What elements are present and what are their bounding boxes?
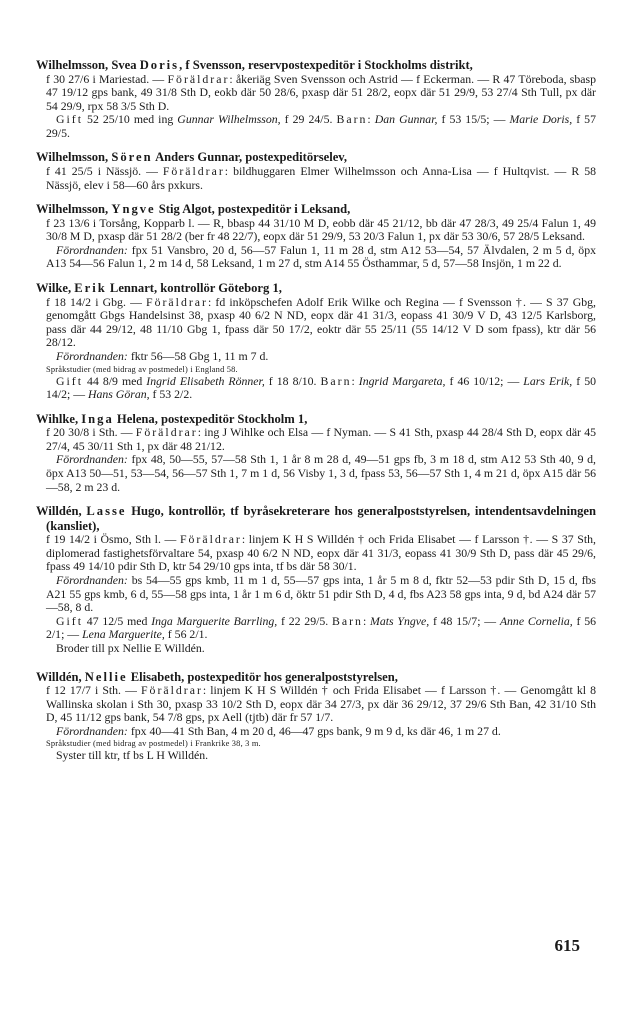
child-name: Lena Marguerite,: [82, 627, 165, 642]
entry-heading: [36, 58, 596, 73]
surname: Wilhelmsson,: [36, 58, 109, 72]
child-text: f 53 15/5; —: [437, 112, 510, 127]
career-text: : ing J Wihlke och Elsa — f Nyman. — S 41 Sth, pxasp 44 28/4 Sth D, eopx där 45 27/4, 45 30/11 Sth 1, px där 48 21/12.: [46, 425, 596, 453]
career-text: : åkeriäg Sven Svensson och Astrid — f Eckerman. — R 47 Töreboda, sbasp 47 19/12 gps bank, 49 31/8 Sth D, eokb där 50 28/6, pxasp där 51 28/2, eopx där 51 29/9, 53 27/4 Sth Tull, px där 54 29/9, rpx 58 3/5 Sth D.: [46, 71, 596, 113]
appointments-text: bs 54—55 gps kmb, 11 m 1 d, 55—57 gps inta, 1 år 5 m 8 d, fktr 52—53 pdir Sth D, 15 d, fbs A21 55 gps kmb, 6 d, 55—58 gps inta, 1 år 1 m 6 d, öktr 51 pdir Sth D, 4 d, fbs A23 58 gps inta, 9 d, bd A24 där 57—58, 8 d.: [46, 572, 596, 615]
parents-label: Föräldrar: [140, 683, 203, 697]
entry-body: f 18 14/2 i Gbg. — Föräldrar: fd inköpschefen Adolf Erik Wilke och Regina — f Svensson †. — S 37 Gbg, genomgått Gbgs Handelsinst 38, pxasp 40 6/2 N ND, eopx där 41 31/3, eopass 41 30/9 V D, 43 12/5 Karlsborg, pass där 44 29/12, 48 11/10 Gbg 1, fpass där 50 17/2, eoktr där 55 25/11 (55 14/12 V D som fpass), ktr där 56 28/12. Förordnanden: fktr 56—58 Gbg 1, 11 m 7 d. Språkstudier (med bidrag av postmedel) i England 58. Gift 44 8/9 med Ingrid Elisabeth Rönner, f 18 8/10. Barn: Ingrid Margareta, f 46 10/12; — Lars Erik, f 50 14/2; — Hans Göran, f 53 2/2.: [46, 294, 597, 402]
appointments-label: Förordnanden:: [56, 242, 128, 257]
surname: Wilke,: [36, 281, 72, 296]
entry-heading: [36, 281, 596, 296]
entry-body: f 30 27/6 i Mariestad. — Föräldrar: åkeriäg Sven Svensson och Astrid — f Eckerman. — R 47 Töreboda, sbasp 47 19/12 gps bank, 49 31/8 Sth D, eokb där 50 28/6, pxasp där 51 28/2, eopx där 51 29/9, 53 27/4 Sth Tull, px där 54 29/9, rpx 58 3/5 Sth D. Gift 52 25/10 med ing Gunnar Wilhelmsson, f 29 24/5. Barn: Dan Gunnar, f 53 15/5; — Marie Doris, f 57 29/5.: [46, 71, 596, 140]
children-label: Barn: [332, 613, 363, 628]
surname: Wilhelmsson,: [36, 150, 109, 165]
entry-body: f 19 14/2 i Ösmo, Sth l. — Föräldrar: linjem K H S Willdén † och Frida Elisabet — f Larsson †. — S 37 Sth, diplomerad fastighetsförvaltare 54, pxasp 40 6/2 N ND, eopx där 41 31/3, eopass 41 30/9 Sth D, pass där 45 29/6, fpass 49 14/10 pdir Sth D, ktr 54 29/10 gps inta, tf bs där 58 30/1. Förordnanden: bs 54—55 gps kmb, 11 m 1 d, 55—57 gps inta, 1 år 5 m 8 d, fktr 52—53 pdir Sth D, 15 d, fbs A21 55 gps kmb, 6 d, 55—58 gps inta, 1 år 1 m 6 d, öktr 51 pdir Sth D, 4 d, fbs A23 58 gps inta, 9 d, bd A24 där 57—58, 8 d. Gift 47 12/5 med Inga Marguerite Barrling, f 22 29/5. Barn: Mats Yngve, f 48 15/7; — Anne Cornelia, f 56 2/1; — Lena Marguerite, f 56 2/1. Broder till px Nellie E Willdén.: [46, 532, 597, 655]
heading-text: Helena, postexpeditör Stockholm 1,: [113, 411, 308, 426]
birth-text: f 30 27/6 i Mariestad. —: [46, 71, 168, 86]
appointments-label: Förordnanden:: [56, 723, 128, 738]
surname: Willdén,: [36, 504, 82, 519]
document-page: [36, 58, 596, 773]
relation-note: Syster till ktr, tf bs L H Willdén.: [56, 748, 209, 763]
children-label: Barn: [336, 112, 368, 127]
spouse-name: Gunnar Wilhelmsson,: [177, 112, 281, 127]
parents-label: Föräldrar: [135, 425, 198, 440]
child-text: f 57 29/5.: [46, 112, 596, 140]
married-text: f 18 8/10.: [264, 373, 321, 388]
heading-text: , f Svensson, reservpostexpeditör i Stockholms distrikt,: [179, 58, 473, 72]
biography-entry: [36, 150, 596, 192]
child-name: Hans Göran,: [87, 387, 150, 402]
birth-text: f 20 30/8 i Sth. —: [46, 425, 136, 440]
married-label: Gift: [56, 373, 84, 388]
career-text: : linjem K H S Willdén † och Frida Elisabet — f Larsson †. — S 37 Sth, diplomerad fastighetsförvaltare 54, pxasp 40 6/2 N ND, eopx där 41 31/3, eopass 41 30/9 Sth D, pass där 45 29/6, fpass 49 14/10 pdir Sth D, ktr 54 29/10 gps inta, tf bs där 58 30/1.: [46, 532, 596, 574]
appointments-text: fktr 56—58 Gbg 1, 11 m 7 d.: [127, 348, 269, 363]
appointments-text: fpx 51 Vansbro, 20 d, 56—57 Falun 1, 11 m 28 d, stm A12 53—54, 57 Älvdalen, 2 m 5 d, öpx A13 54—56 Falun 1, 2 m 14 d, 58 Leksand, 1 m 27 d, stm A14 55 Östhammar, 5 d, 57—58 Insjön, 1 m 22 d.: [46, 242, 596, 271]
child-name: Anne Cornelia,: [499, 613, 573, 628]
given-name: Nellie: [84, 669, 128, 684]
career-text: f 23 13/6 i Torsång, Kopparb l. — R, bbasp 44 31/10 M D, eobb där 45 21/12, bb där 47 28/3, 49 25/4 Falun 1, 49 30/8 M D, pxasp där 51 28/2 (ber fr 48 22/7), eopx där 51 29/9, 53 20/3 Falun 1, px där 53 30/6, 57 28/5 Leksand.: [46, 215, 596, 244]
given-name: Yngve: [111, 202, 156, 217]
married-text: f 22 29/5.: [277, 613, 333, 628]
parents-label: Föräldrar: [162, 163, 225, 178]
entry-heading: [36, 412, 596, 427]
appointments-label: Förordnanden:: [56, 452, 128, 467]
birth-text: f 19 14/2 i Ösmo, Sth l. —: [46, 532, 180, 547]
child-text: f 46 10/12; —: [445, 373, 524, 388]
appointments-text: fpx 40—41 Sth Ban, 4 m 20 d, 46—47 gps bank, 9 m 9 d, ks där 46, 1 m 27 d.: [127, 723, 501, 738]
biography-entry: [36, 412, 596, 494]
given-name: Lasse: [86, 504, 127, 519]
married-label: Gift: [56, 613, 84, 628]
heading-text: Lennart, kontrollör Göteborg 1,: [106, 281, 282, 296]
child-text: f 48 15/7; —: [429, 613, 500, 628]
given-name: Inga: [81, 411, 114, 426]
married-text: f 29 24/5.: [280, 112, 337, 127]
parents-label: Föräldrar: [146, 294, 208, 309]
surname: Wilhelmsson,: [36, 202, 109, 217]
appointments-label: Förordnanden:: [56, 348, 128, 363]
birth-text: f 12 17/7 i Sth. —: [46, 683, 141, 697]
surname: Wihlke,: [36, 411, 79, 426]
married-label: Gift: [56, 112, 84, 127]
heading-text: Svea: [108, 58, 140, 72]
entry-body: [36, 684, 596, 763]
child-name: Lars Erik,: [523, 373, 573, 388]
biography-entry: [36, 670, 596, 763]
appointments-text: fpx 48, 50—55, 57—58 Sth 1, 1 år 8 m 28 d, 49—51 gps fb, 3 m 18 d, stm A12 53 Sth 40, 9 d, öpx A13 50—51, 53—54, 56—57 Sth 1, 7 m 1 d, 56 Visby 1, 3 d, fpass 53, 56—57 Sth 1, 4 m 21 d, öpx A15 där 56—58, 2 m 23 d.: [46, 452, 596, 494]
child-name: Dan Gunnar,: [374, 112, 438, 127]
heading-text: Stig Algot, postexpeditör i Leksand,: [155, 202, 351, 217]
heading-text: Anders Gunnar, postexpeditörselev,: [152, 150, 348, 165]
appointments-label: Förordnanden:: [56, 572, 128, 587]
married-text: 47 12/5 med: [83, 613, 152, 628]
birth-text: f 18 14/2 i Gbg. —: [46, 294, 147, 309]
career-text: : linjem K H S Willdén † och Frida Elisabet — f Larsson †. — Genomgått kl 8 Wallinska skolan i Sth 30, pxasp 33 10/2 Sth D, eopx där 34 27/3, px där 36 29/12, 37 29/6 Sth Ban, 42 31/10 Sth D, 45 11/12 gps bank, 54 7/8 gps, px Aell (tjtb) där fr 57 1/7.: [46, 683, 597, 725]
spouse-name: Ingrid Elisabeth Rönner,: [146, 373, 265, 388]
parents-label: Föräldrar: [179, 532, 242, 547]
entry-heading: [36, 150, 596, 165]
biography-entry: [36, 504, 596, 655]
parents-label: Föräldrar: [167, 71, 230, 86]
heading-text: Elisabeth, postexpeditör hos generalpoststyrelsen,: [127, 669, 398, 684]
surname: Willdén,: [36, 669, 82, 684]
child-text: f 53 2/2.: [149, 387, 193, 402]
married-text: 44 8/9 med: [83, 373, 147, 388]
biography-entry: [36, 281, 596, 402]
language-studies: Språkstudier (med bidrag av postmedel) i England 58.: [46, 364, 238, 374]
biography-entry: [36, 58, 596, 140]
given-name: Doris: [139, 58, 180, 72]
birth-text: f 41 25/5 i Nässjö. —: [46, 163, 163, 178]
page-number: 615: [554, 936, 580, 955]
married-text: 52 25/10 med ing: [83, 112, 178, 127]
spouse-name: Inga Marguerite Barrling,: [151, 613, 278, 628]
career-text: : fd inköpschefen Adolf Erik Wilke och Regina — f Svensson †. — S 37 Gbg, genomgått Gbgs Handelsinst 38, pxasp 40 6/2 N ND, eopx där 41 31/3, eopass 41 30/9 V D, 43 12/5 Karlsborg, pass där 44 29/12, 48 11/10 Gbg 1, fpass där 50 17/2, eoktr där 55 25/11 (55 14/12 V D som fpass), ktr där 56 28/12.: [46, 294, 597, 350]
career-text: : bildhuggaren Elmer Wilhelmsson och Anna-Lisa — f Hultqvist. — R 58 Nässjö, elev i 58—60 års pxkurs.: [46, 163, 596, 192]
heading-text: Hugo, kontrollör, tf byråsekreterare hos generalpoststyrelsen, intendentsavdelningen (kansliet),: [46, 504, 596, 533]
given-name: Erik: [74, 281, 107, 296]
entry-body: [36, 426, 596, 494]
entry-heading: [36, 670, 596, 685]
entry-heading: [36, 202, 596, 217]
child-name: Marie Doris,: [509, 112, 573, 127]
language-studies: Språkstudier (med bidrag av postmedel) i Frankrike 38, 3 m.: [46, 739, 261, 749]
child-text: f 56 2/1; —: [46, 613, 597, 642]
entry-body: [36, 217, 596, 271]
child-text: f 56 2/1.: [164, 627, 208, 642]
biography-entry: [36, 202, 596, 271]
entry-body: [36, 165, 596, 192]
relation-note: Broder till px Nellie E Willdén.: [56, 640, 205, 655]
child-text: f 50 14/2; —: [46, 373, 597, 402]
entry-heading: [36, 504, 596, 533]
child-name: Mats Yngve,: [370, 613, 430, 628]
given-name: Sören: [111, 150, 153, 165]
child-name: Ingrid Margareta,: [358, 373, 446, 388]
children-label: Barn: [320, 373, 352, 388]
